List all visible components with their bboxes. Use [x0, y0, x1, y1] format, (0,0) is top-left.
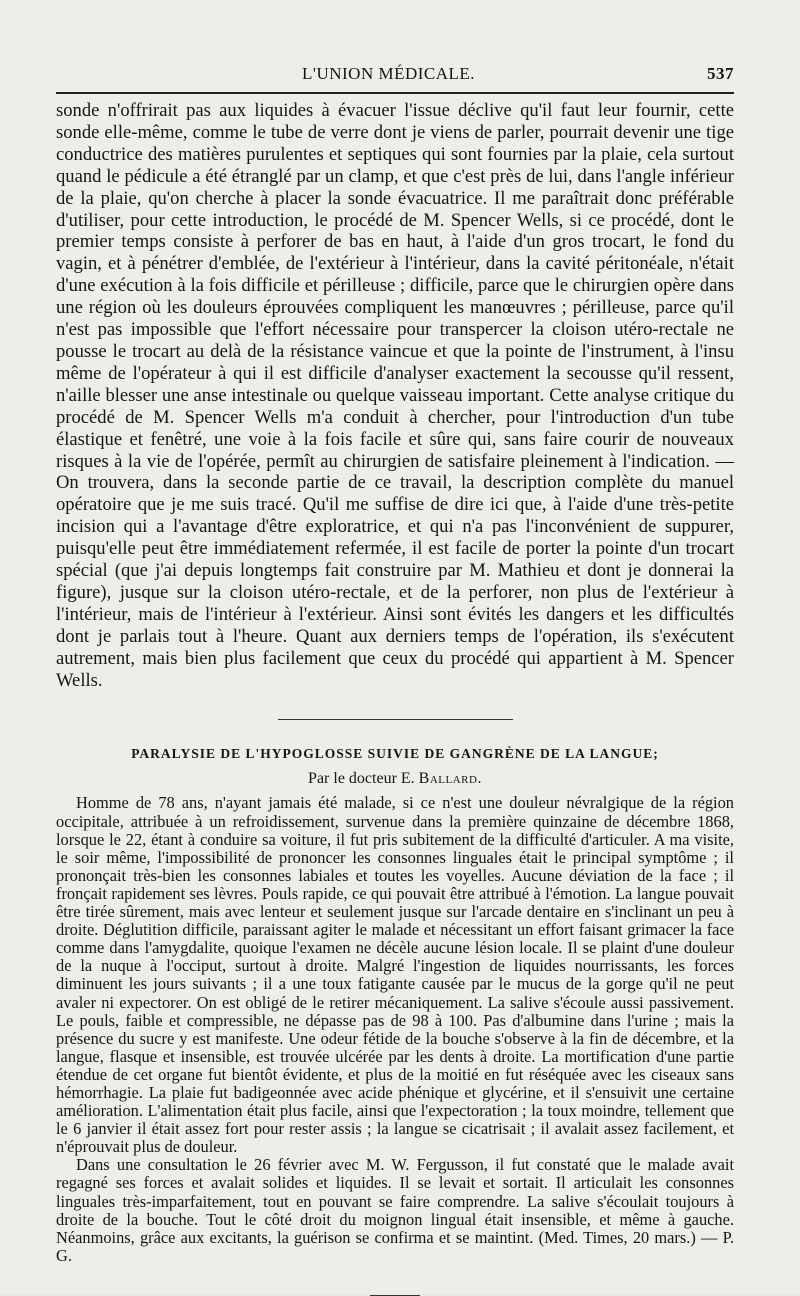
- page-number: 537: [707, 64, 734, 83]
- article-paragraph-2: Dans une consultation le 26 février avec M. W. Fergusson, il fut constaté que le malade avait regagné ses forces et avalait solides et liquides. Il se levait et sortait. Il articulait les consonnes linguales très-imparfaitement, tout en pouvant se faire comprendre. La salive s'écoulait toujours à droite de la bouche. Tout le côté droit du moignon lingual était insensible, et même à gauche. Néanmoins, grâce aux excitants, la guérison se confirma et se maintint. (Med. Times, 20 mars.) — P. G.: [56, 1155, 734, 1265]
- continued-text: [56, 100, 734, 691]
- running-title: L'UNION MÉDICALE.: [302, 64, 476, 83]
- section-divider: [278, 719, 513, 720]
- page-header: [56, 64, 734, 88]
- continued-paragraph: sonde n'offrirait pas aux liquides à évacuer l'issue déclive qu'il faut leur fournir, cette sonde elle-même, comme le tube de verre dont je viens de parler, pourrait devenir une tige conductrice des matières purulentes et septiques qui sont fournies par la plaie, cela surtout quand le pédicule a été étranglé par un clamp, et que c'est près de lui, dans l'angle inférieur de la plaie, qu'on cherche à placer la sonde évacuatrice. Il me paraîtrait donc préférable d'utiliser, pour cette introduction, le procédé de M. Spencer Wells, si ce procédé, dont le premier temps consiste à perforer de bas en haut, à l'aide d'un gros trocart, le fond du vagin, et à pénétrer d'emblée, de l'extérieur à l'intérieur, dans la cavité péritonéale, n'était d'une exécution à la fois difficile et périlleuse ; difficile, parce que le chirurgien opère dans une région où les douleurs éprouvées compliquent les manœuvres ; périlleuse, parce qu'il n'est pas impossible que l'effort nécessaire pour transpercer la cloison utéro-rectale ne pousse le trocart au delà de la résistance vaincue et que la pointe de l'instrument, à l'insu même de l'opérateur à qui il est difficile d'analyser exactement la secousse qu'il ressent, n'aille blesser une anse intestinale ou quelque vaisseau important. Cette analyse critique du procédé de M. Spencer Wells m'a conduit à chercher, pour l'introduction d'un tube élastique et fenêtré, une voie à la fois facile et sûre qui, sans faire courir de nouveaux risques à la vie de l'opérée, permît au chirurgien de satisfaire pleinement à l'indication. — On trouvera, dans la seconde partie de ce travail, la description complète du manuel opératoire que je me suis tracé. Qu'il me suffise de dire ici que, à l'aide d'une très-petite incision qui a l'avantage d'être exploratrice, et qui n'a pas l'inconvénient de suppurer, puisqu'elle peut être immédiatement refermée, il est facile de porter la pointe d'un trocart spécial (que j'ai depuis longtemps fait construire par M. Mathieu et dont je donnerai la figure), jusque sur la cloison utéro-rectale, et de la perforer, non plus de l'extérieur à l'intérieur, mais de l'intérieur à l'extérieur. Ainsi sont évités les dangers et les difficultés dont je parlais tout à l'heure. Quant aux derniers temps de l'opération, ils s'exécutent autrement, mais bien plus facilement que ceux du procédé qui appartient à M. Spencer Wells.: [56, 100, 734, 691]
- byline-author: Ballard.: [418, 770, 482, 788]
- article-body: [56, 794, 734, 1264]
- header-rule: [56, 92, 734, 94]
- article-title: PARALYSIE DE L'HYPOGLOSSE SUIVIE DE GANGRÈNE DE LA LANGUE;: [131, 746, 659, 762]
- byline-prefix: Par le docteur E.: [308, 770, 419, 788]
- article-paragraph-1: Homme de 78 ans, n'ayant jamais été malade, si ce n'est une douleur névralgique de la région occipitale, attribuée à un refroidissement, survenue dans la première quinzaine de décembre 1868, lorsque le 22, étant à conduire sa voiture, il fut pris subitement de la difficulté d'articuler. A ma visite, le soir même, l'impossibilité de prononcer les consonnes linguales était le principal symptôme ; il prononçait très-bien les consonnes labiales et toutes les voyelles. Aucune déviation de la face ; il fronçait rapidement ses lèvres. Pouls rapide, ce qui pouvait être attribué à l'émotion. La langue pouvait être tirée sûrement, mais avec lenteur et seulement jusque sur l'arcade dentaire en s'inclinant un peu à droite. Déglutition difficile, paraissant agiter le malade et nécessitant un effort faisant grimacer la face comme dans l'amygdalite, quoique l'examen ne décèle aucune lésion locale. Il se plaint d'une douleur de la nuque à l'occiput, surtout à droite. Malgré l'ingestion de liquides nourrissants, les forces diminuent les jours suivants ; il a une toux fatigante causée par le mucus de la gorge qu'il ne peut avaler ni expectorer. On est obligé de le retirer mécaniquement. La salive s'écoule aussi passivement. Le pouls, faible et compressible, ne dépasse pas de 98 à 100. Pas d'albumine dans l'urine ; mais la présence du sucre y est manifeste. Une odeur fétide de la bouche s'observe à la fin de décembre, et la langue, flasque et insensible, est trouvée ulcérée par les dents à droite. La mortification d'une partie étendue de cet organe fut bientôt évidente, et plus de la moitié en fut réséquée avec les ciseaux sans hémorrhagie. La plaie fut badigeonnée avec acide phénique et glycérine, et il s'ensuivit une certaine amélioration. L'alimentation était plus facile, ainsi que l'expectoration ; la toux moindre, tellement que le 6 janvier il était assez fort pour rester assis ; la langue se cicatrisait ; il avalait assez facilement, et n'éprouvait plus de douleur.: [56, 793, 734, 1157]
- article-byline: [56, 770, 734, 788]
